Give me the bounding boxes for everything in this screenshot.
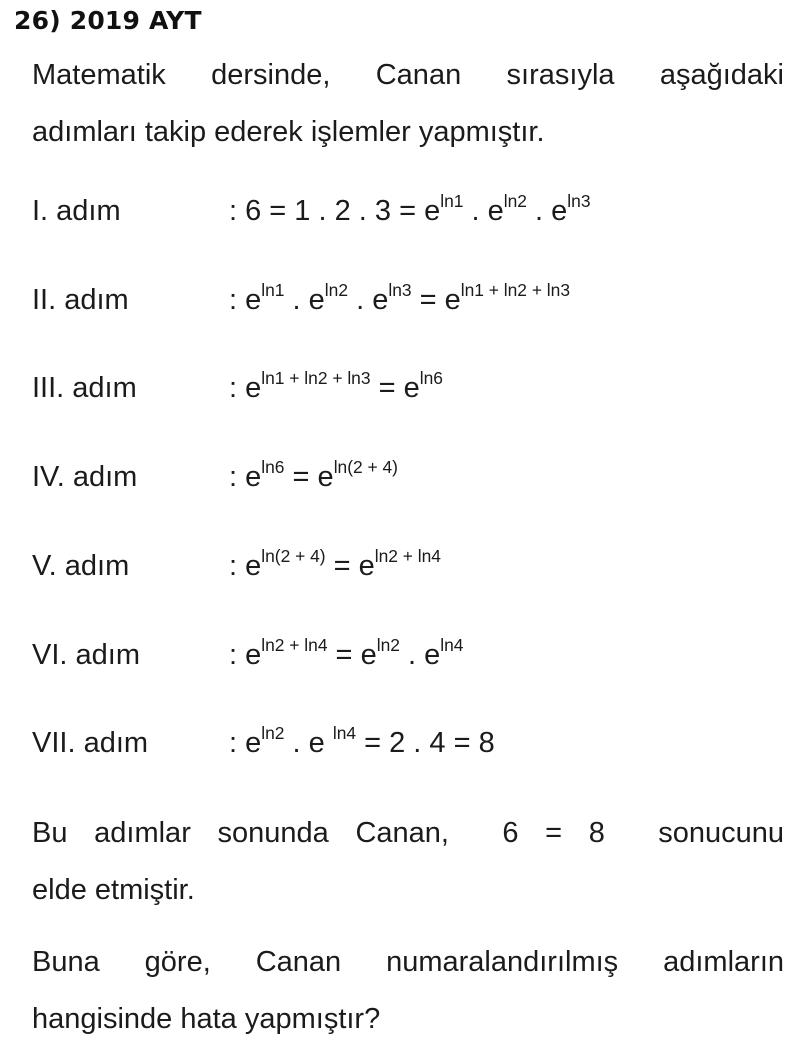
step-expression-prefix: : xyxy=(229,550,246,582)
step-label: I. adım xyxy=(32,195,121,227)
prompt-line-2: hangisinde hata yapmıştır? xyxy=(32,1003,381,1035)
power-base: e xyxy=(245,550,262,582)
power-base: e xyxy=(317,461,334,493)
step-label: VII. adım xyxy=(32,727,149,759)
power-base: e xyxy=(245,461,262,493)
operator: = xyxy=(370,372,404,404)
step-label: V. adım xyxy=(32,550,130,582)
question-intro xyxy=(32,47,784,161)
power-exponent: ln6 xyxy=(419,368,443,389)
power-base: e xyxy=(308,727,333,759)
operator: = xyxy=(325,550,359,582)
question-number: 26) 2019 AYT xyxy=(14,6,202,35)
power-exponent: ln(2 + 4) xyxy=(261,546,326,567)
power-exponent: ln4 xyxy=(440,635,464,656)
intro-line-2: adımları takip ederek işlemler yapmıştır. xyxy=(32,116,545,148)
power-exponent: ln4 xyxy=(332,723,357,744)
conclusion-line-2: elde etmiştir. xyxy=(32,874,195,906)
operator: = xyxy=(284,461,318,493)
step-label: IV. adım xyxy=(32,461,138,493)
conclusion-line-1: Bu adımlar sonunda Canan, 6 = 8 sonucunu xyxy=(32,817,784,849)
power-base: e xyxy=(245,639,262,671)
power-base: e xyxy=(424,639,441,671)
question-conclusion xyxy=(32,805,784,919)
power-exponent: ln1 xyxy=(261,280,285,301)
prompt-line-1: Buna göre, Canan numaralandırılmış adımların xyxy=(32,946,784,978)
step-label: II. adım xyxy=(32,284,129,316)
power-base: e xyxy=(245,284,262,316)
operator: . xyxy=(463,195,488,227)
power-exponent: ln3 xyxy=(567,191,591,212)
step-expression-prefix: : xyxy=(229,461,246,493)
power-base: e xyxy=(245,372,262,404)
step-expression-prefix: : xyxy=(229,639,246,671)
intro-line-1: Matematik dersinde, Canan sırasıyla aşağıdaki xyxy=(32,59,784,91)
power-exponent: ln2 xyxy=(503,191,527,212)
step-expression xyxy=(229,633,463,677)
power-base: e xyxy=(360,639,377,671)
power-base: e xyxy=(403,372,420,404)
operator: . xyxy=(526,195,552,227)
power-exponent: ln2 xyxy=(261,723,285,744)
step-expression xyxy=(229,278,570,322)
step-expression-prefix: : xyxy=(229,372,246,404)
power-exponent: ln1 xyxy=(440,191,464,212)
power-exponent: ln1 + ln2 + ln3 xyxy=(460,280,571,301)
operator: . xyxy=(399,639,425,671)
step-expression-prefix: : xyxy=(229,284,246,316)
step-expression xyxy=(229,189,591,233)
power-exponent: ln2 xyxy=(376,635,400,656)
power-exponent: ln3 xyxy=(388,280,412,301)
power-base: e xyxy=(444,284,461,316)
power-exponent: ln6 xyxy=(261,457,285,478)
power-base: e xyxy=(424,195,441,227)
step-expression-prefix: : xyxy=(229,727,246,759)
step-label: III. adım xyxy=(32,372,137,404)
power-base: e xyxy=(551,195,568,227)
question-prompt xyxy=(32,934,784,1048)
step-expression xyxy=(229,721,495,765)
power-exponent: ln(2 + 4) xyxy=(333,457,398,478)
operator: = xyxy=(411,284,445,316)
power-exponent: ln2 + ln4 xyxy=(261,635,328,656)
power-base: e xyxy=(487,195,504,227)
power-base: e xyxy=(245,727,262,759)
power-exponent: ln2 + ln4 xyxy=(374,546,441,567)
power-base: e xyxy=(308,284,325,316)
step-label: VI. adım xyxy=(32,639,140,671)
power-base: e xyxy=(372,284,389,316)
power-base: e xyxy=(358,550,375,582)
power-exponent: ln2 xyxy=(324,280,349,301)
power-exponent: ln1 + ln2 + ln3 xyxy=(261,368,371,389)
operator: = 2 . 4 = 8 xyxy=(356,727,495,759)
step-expression-prefix: : 6 = 1 . 2 . 3 = xyxy=(229,195,425,227)
step-expression xyxy=(229,366,443,410)
operator: = xyxy=(327,639,361,671)
operator: . xyxy=(284,727,309,759)
operator: . xyxy=(348,284,373,316)
step-expression xyxy=(229,455,398,499)
operator: . xyxy=(284,284,309,316)
step-expression xyxy=(229,544,441,588)
